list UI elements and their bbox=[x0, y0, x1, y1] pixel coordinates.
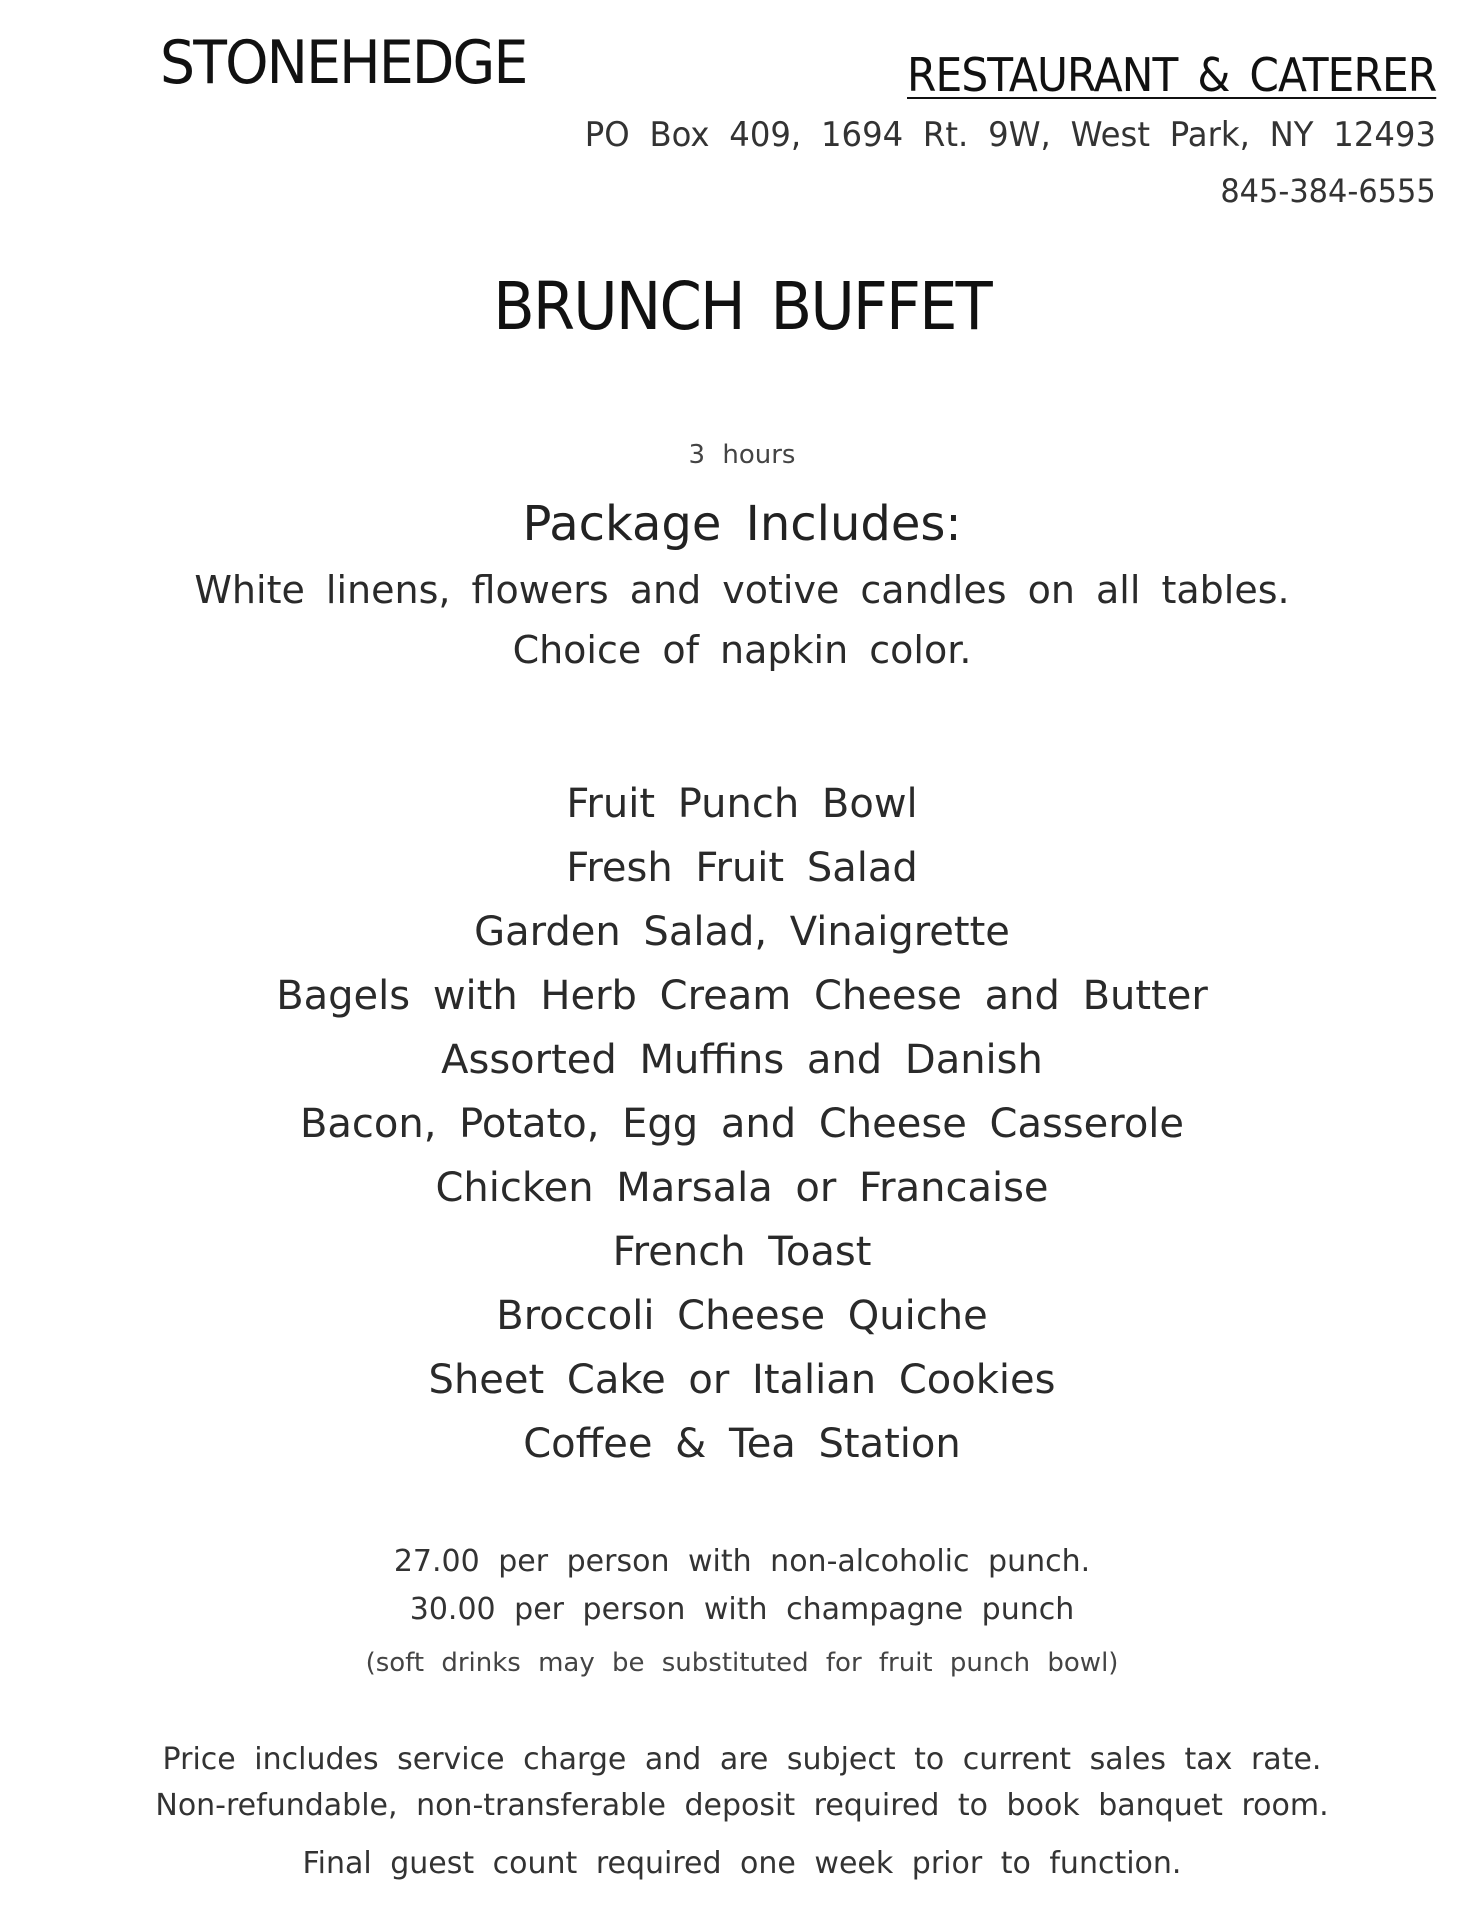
price-note: (soft drinks may be substituted for fruit punch bowl) bbox=[365, 1648, 1119, 1678]
package-line: White linens, flowers and votive candles on all tables. bbox=[194, 568, 1290, 612]
menu-list bbox=[0, 772, 1484, 1476]
menu-item: Coffee & Tea Station bbox=[523, 1421, 961, 1467]
policy-line: Final guest count required one week prior to function. bbox=[302, 1846, 1182, 1881]
policy-line: Price includes service charge and are subject to current sales tax rate. bbox=[162, 1742, 1322, 1777]
package-line: Choice of napkin color. bbox=[512, 628, 972, 672]
package-duration: 3 hours bbox=[688, 440, 796, 470]
menu-item: Garden Salad, Vinaigrette bbox=[474, 909, 1010, 955]
policy-line: Non-refundable, non-transferable deposit required to book banquet room. bbox=[155, 1788, 1329, 1823]
menu-item: Broccoli Cheese Quiche bbox=[496, 1293, 988, 1339]
brand-subtitle: RESTAURANT & CATERER bbox=[906, 48, 1436, 102]
menu-item: Fruit Punch Bowl bbox=[566, 781, 918, 827]
menu-item: Bagels with Herb Cream Cheese and Butter bbox=[276, 973, 1208, 1019]
menu-item: Assorted Muffins and Danish bbox=[441, 1037, 1043, 1083]
price-line: 27.00 per person with non-alcoholic punch. bbox=[393, 1544, 1091, 1579]
menu-item: Fresh Fruit Salad bbox=[566, 845, 918, 891]
menu-item: Chicken Marsala or Francaise bbox=[435, 1165, 1049, 1211]
menu-item: French Toast bbox=[612, 1229, 872, 1275]
menu-item: Sheet Cake or Italian Cookies bbox=[428, 1357, 1056, 1403]
address: PO Box 409, 1694 Rt. 9W, West Park, NY 12493 bbox=[584, 115, 1436, 155]
menu-item: Bacon, Potato, Egg and Cheese Casserole bbox=[299, 1101, 1185, 1147]
price-line: 30.00 per person with champagne punch bbox=[409, 1592, 1075, 1627]
brand-name: STONEHEDGE bbox=[160, 28, 527, 98]
package-heading: Package Includes: bbox=[522, 496, 962, 552]
page-title: BRUNCH BUFFET bbox=[493, 268, 991, 345]
phone-number: 845-384-6555 bbox=[1220, 172, 1436, 210]
